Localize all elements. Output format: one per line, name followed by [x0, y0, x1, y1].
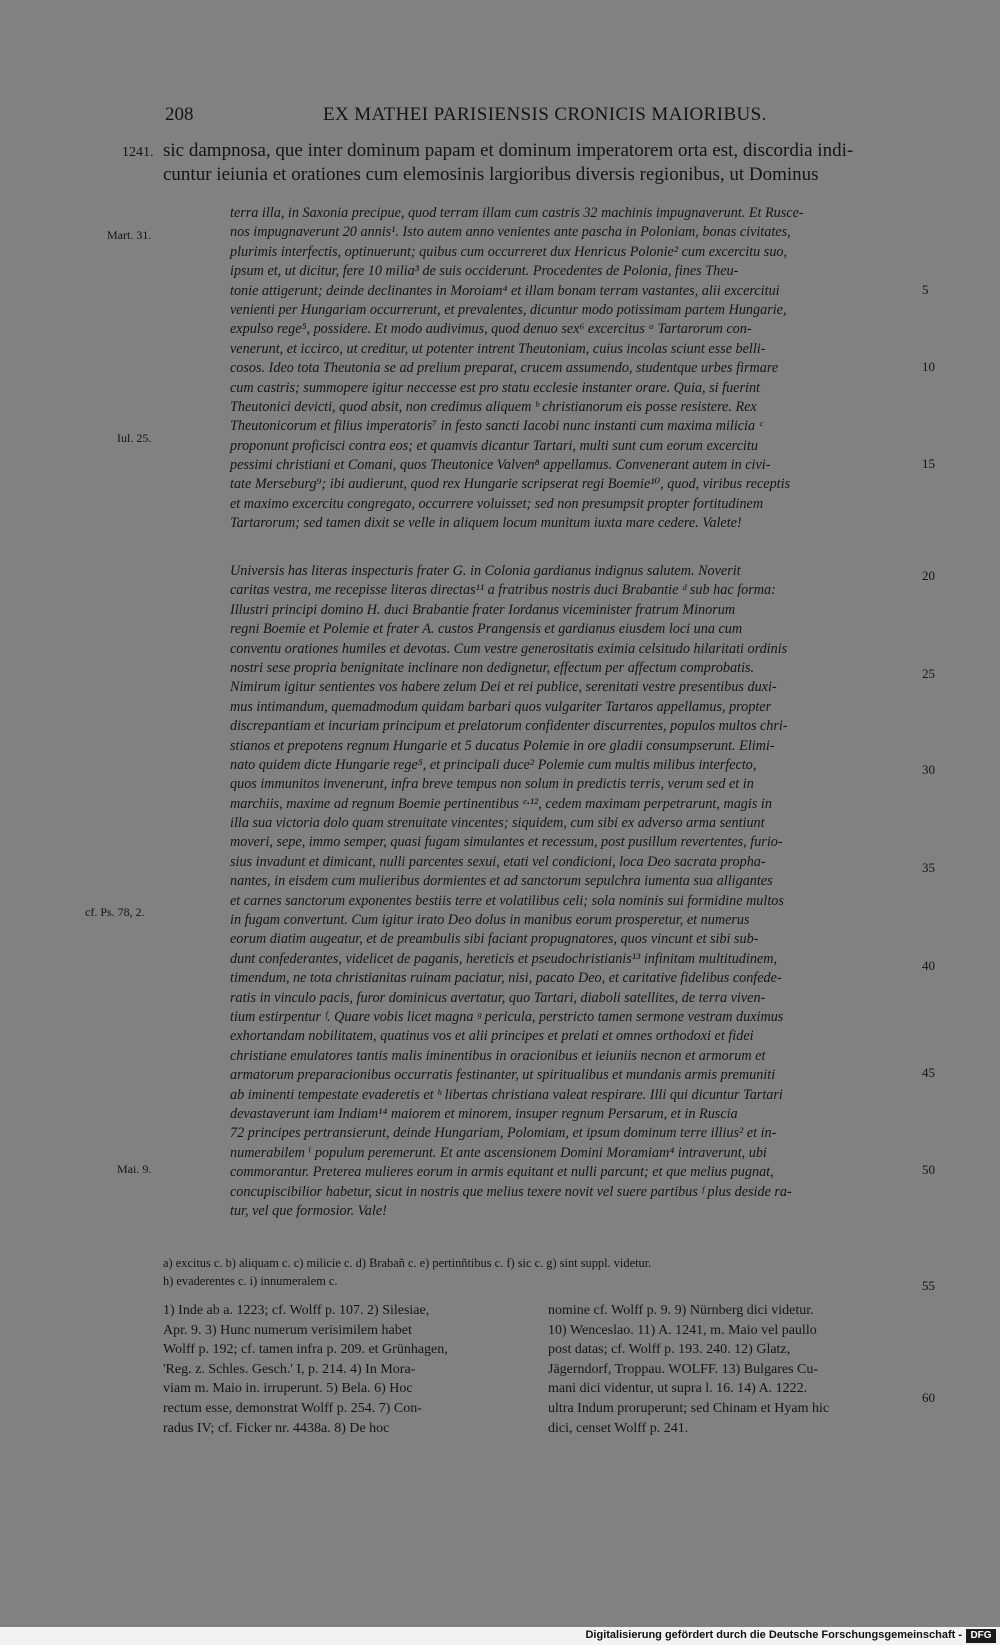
line-number: 35 — [922, 860, 935, 875]
text-line: in fugam convertunt. Cum igitur irato Deo dolus in manibus eorum prosperetur, et numerus — [230, 912, 750, 929]
apparatus-line-1: a) excitus c. b) aliquam c. c) milicie c. d) Brabañ c. e) pertinñtibus c. f) sic c. g) sint suppl. videtur. — [163, 1256, 652, 1270]
text-line: et carnes sanctorum exponentes bestiis terre et volatilibus celi; sola nominis sui formidine multos — [230, 892, 784, 909]
apparatus-line-2: h) evaderentes c. i) innumeralem c. — [163, 1274, 338, 1288]
text-line: plurimis interfectis, optinuerunt; quibus cum occurreret dux Henricus Polonie² cum excercitu suo, — [230, 243, 788, 260]
line-number: 10 — [922, 359, 935, 374]
footnote-line: 'Reg. z. Schles. Gesch.' I, p. 214. 4) In Mora- — [163, 1361, 416, 1377]
text-line: regni Boemie et Polemie et frater A. custos Prangensis et gardianus eiusdem loci una cum — [230, 621, 743, 638]
text-line: Theutonicorum et filius imperatoris⁷ in festo sancti Iacobi nunc instanti cum maxima milicia ᶜ — [230, 418, 763, 435]
text-line: tur, vel que formosior. Vale! — [230, 1202, 387, 1219]
line-number: 25 — [922, 666, 935, 681]
intro-line-1: sic dampnosa, que inter dominum papam et dominum imperatorem orta est, discordia indi- — [163, 140, 854, 161]
text-line: proponunt proficisci contra eos; et quamvis dicantur Tartari, multi sunt cum eorum excercitu — [230, 437, 758, 454]
text-line: eorum diatim augeatur, et de preambulis sibi faciant propugnatores, quos vincunt et sibi sub- — [230, 931, 759, 948]
text-line: Illustri principi domino H. duci Brabantie frater Iordanus viceminister fratrum Minorum — [230, 601, 736, 618]
line-number: 55 — [922, 1278, 935, 1293]
text-line: ab iminenti tempestate evaderetis et ʰ libertas christiana valeat respirare. Illi qui dicuntur Tartari — [230, 1086, 783, 1103]
text-line: tate Merseburg⁹; ibi audierunt, quod rex Hungarie scripserat regi Boemie¹⁰, quod, viribus receptis — [230, 476, 791, 493]
text-line: timendum, ne tota christianitas ruinam paciatur, nisi, pacato Deo, et caritative fidelibus confede- — [230, 970, 782, 987]
footnote-line: nomine cf. Wolff p. 9. 9) Nürnberg dici videtur. — [548, 1303, 814, 1318]
page-number: 208 — [165, 104, 194, 125]
text-line: cum castris; summopere igitur neccesse est pro statu ecclesie instanter orare. Quia, si fuerint — [230, 379, 760, 396]
text-line: et maximo excercitu congregato, occurrere voluisset; sed non presumpsit propter fortitudinem — [230, 495, 764, 512]
footnote-line: post datas; cf. Wolff p. 193. 240. 12) Glatz, — [548, 1342, 791, 1358]
text-line: devastaverunt iam Indiam¹⁴ maiorem et minorem, insuper regnum Persarum, et in Ruscia — [230, 1105, 738, 1122]
text-line: ipsum et, ut dicitur, fere 10 milia³ de suis occiderunt. Procedentes de Polonia, fines Theu- — [230, 263, 739, 280]
intro-line-2: cuntur ieiunia et orationes cum elemosinis largioribus diversis regionibus, ut Dominus — [163, 164, 819, 185]
letter-paragraph-1 — [230, 204, 915, 534]
footnote-line: 10) Wenceslao. 11) A. 1241, m. Maio vel paullo — [548, 1322, 817, 1338]
footnote-line: ultra Indum proruperunt; sed Chinam et Hyam hic — [548, 1400, 830, 1416]
footnote-line: Apr. 9. 3) Hunc numerum verisimilem habet — [163, 1322, 412, 1338]
text-line: concupiscibilior habetur, sicut in nostris que melius texere novit vel suere partibus ᶠ plus deside ra- — [230, 1183, 792, 1200]
line-number: 15 — [922, 456, 935, 471]
text-line: christiane emulatores tantis malis iminentibus in oracionibus et ieiuniis necnon et armorum et — [230, 1047, 766, 1064]
text-line: sius invadunt et dimicant, nulli parcentes sexui, etati vel condicioni, loca Deo sacrata propha- — [230, 853, 766, 870]
text-line: illa sua victoria dolo quam strenuitate vincentes; siquidem, cum sibi ex adverso arma sentiunt — [230, 815, 765, 832]
text-line: venerunt, et iccirco, ut creditur, ut potenter intrent Theutoniam, cuius incolas sciunt esse belli- — [230, 340, 766, 357]
text-line: stianos et prepotens regnum Hungarie et 5 ducatus Polemie in ore gladii consumpserunt. Elimi- — [230, 737, 775, 754]
text-line: Theutonici devicti, quod absit, non credimus aliquem ᵇ christianorum eis posse resistere. Rex — [230, 398, 757, 415]
text-line: nantes, in eisdem cum mulieribus dormientes et ad sanctorum sepulchra iumenta sua alligantes — [230, 873, 773, 890]
text-line: tonie attigerunt; deinde declinantes in Moroiam⁴ et illam bonam terram vastantes, alii excercitui — [230, 282, 780, 299]
text-line: marchiis, maxime ad regnum Boemie pertinentibus ᵉ·¹², cedem maximam perpetrarunt, magis in — [230, 795, 772, 812]
footnote-line: dici, censet Wolff p. 241. — [548, 1420, 689, 1436]
text-line: Tartarorum; sed tamen dixit se velle in aliquem locum munitum iuxta mare cedere. Valete! — [230, 515, 742, 532]
footnotes-right-column — [548, 1301, 908, 1438]
footnote-line: Jägerndorf, Troppau. WOLFF. 13) Bulgares Cu- — [548, 1361, 819, 1377]
text-line: cosos. Ideo tota Theutonia se ad prelium preparat, crucem assumendo, studentque urbes firmare — [230, 360, 779, 377]
footnote-line: mani dici videntur, ut supra l. 16. 14) A. 1222. — [548, 1381, 808, 1397]
text-line: Universis has literas inspecturis frater G. in Colonia gardianus indignus salutem. Noverit — [230, 563, 741, 579]
line-number: 45 — [922, 1065, 935, 1080]
footnote-line: 1) Inde ab a. 1223; cf. Wolff p. 107. 2) Silesiae, — [163, 1303, 430, 1318]
text-line: discrepantiam et incuriam principum et prelatorum confidenter discurrentes, populos multos chri- — [230, 718, 788, 735]
footer-credit: Digitalisierung gefördert durch die Deutsche Forschungsgemeinschaft - — [585, 1629, 962, 1641]
text-line: nos impugnaverunt 20 annis¹. Isto autem anno venientes ante pascha in Poloniam, bonas civitates, — [230, 224, 791, 241]
text-line: conventu orationes humiles et devotas. Cum vestre generositatis eximia celsitudo hilaritati ordinis — [230, 640, 788, 657]
text-line: expulso rege⁵, possidere. Et modo audivimus, quod denuo sex⁶ excercitus ᵃ Tartarorum con- — [230, 321, 752, 338]
margin-psalm-ref: cf. Ps. 78, 2. — [85, 905, 145, 919]
text-line: armatorum preparacionibus occurratis festinanter, ut spiritualibus et mundanis armis premuniti — [230, 1067, 776, 1084]
text-line: dunt confederantes, videlicet de paganis, hereticis et pseudochristianis¹³ infinitam multitudinem, — [230, 950, 778, 967]
margin-date-iul: Iul. 25. — [117, 431, 152, 445]
text-line: venienti per Hungariam occurrerunt, et prevalentes, dicuntur modo potissimam partem Hungarie, — [230, 301, 787, 318]
text-line: pessimi christiani et Comani, quos Theutonice Valven⁸ appellamus. Convenerant autem in civi- — [230, 457, 771, 474]
line-number: 60 — [922, 1390, 935, 1405]
footnote-line: rectum esse, demonstrat Wolff p. 254. 7) Con- — [163, 1400, 422, 1416]
text-line: exhortandam nobilitatem, quatinus vos et alii principes et prelati et omnes orthodoxi et fidei — [230, 1028, 754, 1045]
dfg-logo: DFG — [966, 1629, 996, 1643]
text-line: caritas vestra, me recepisse literas directas¹¹ a fratribus nostris duci Brabantie ᵈ sub hac forma: — [230, 582, 776, 599]
text-line: 72 principes pertransierunt, deinde Hungariam, Polomiam, et ipsum dominum terre illius² et in- — [230, 1125, 777, 1142]
running-title: EX MATHEI PARISIENSIS CRONICIS MAIORIBUS. — [323, 104, 767, 125]
text-line: numerabilem ⁱ populum peremerunt. Et ante ascensionem Domini Moramiam⁴ intraverunt, ubi — [230, 1144, 767, 1161]
text-line: terra illa, in Saxonia precipue, quod terram illam cum castris 32 machinis impugnaverunt. Et Rusce- — [230, 205, 804, 221]
text-line: mus intimandum, quemadmodum quidam barbari quos vulgariter Tartaros appellamus, propter — [230, 698, 772, 715]
footnotes-left-column — [163, 1301, 523, 1438]
line-number: 40 — [922, 958, 935, 973]
footnote-line: radus IV; cf. Ficker nr. 4438a. 8) De hoc — [163, 1420, 390, 1436]
footer-bar — [0, 1627, 1000, 1645]
text-line: Nimirum igitur sentientes vos habere zelum Dei et rei publice, serenitati vestre presentibus duxi- — [230, 679, 777, 696]
intro-year: 1241. — [122, 145, 154, 160]
text-line: ratis in vinculo pacis, furor dominicus avertatur, quo Tartari, diaboli satellites, de terra viven- — [230, 989, 766, 1006]
line-number: 30 — [922, 762, 935, 777]
text-line: moveri, sepe, immo semper, quasi fugam simulantes et recessum, post pusillum revertentes, furio- — [230, 834, 783, 851]
text-line: nostri sese propria benignitate inclinare non dedignetur, effectum per affectum comprobatis. — [230, 659, 755, 676]
text-line: quos immunitos invenerunt, infra breve tempus non solum in predictis terris, verum sed et in — [230, 776, 754, 793]
margin-date-mart: Mart. 31. — [107, 228, 152, 242]
letter-paragraph-2 — [230, 562, 915, 1221]
footnote-line: Wolff p. 192; cf. tamen infra p. 209. et Grünhagen, — [163, 1342, 448, 1358]
text-line: tium estirpentur ᶠ. Quare vobis licet magna ᵍ pericula, perstricto tamen sermone vestram duximus — [230, 1008, 784, 1025]
margin-date-mai: Mai. 9. — [117, 1162, 152, 1176]
text-line: commorantur. Preterea mulieres eorum in armis equitant et nulli parcunt; et que melius pugnat, — [230, 1164, 774, 1181]
line-number: 20 — [922, 568, 935, 583]
line-number: 50 — [922, 1162, 935, 1177]
intro-block — [0, 140, 1000, 190]
text-line: nato quidem dicte Hungarie rege⁵, et principali duce² Polemie cum multis milibus interfecto, — [230, 756, 757, 773]
line-number: 5 — [922, 282, 929, 297]
footnote-line: viam m. Maio in. irruperunt. 5) Bela. 6) Hoc — [163, 1381, 413, 1397]
